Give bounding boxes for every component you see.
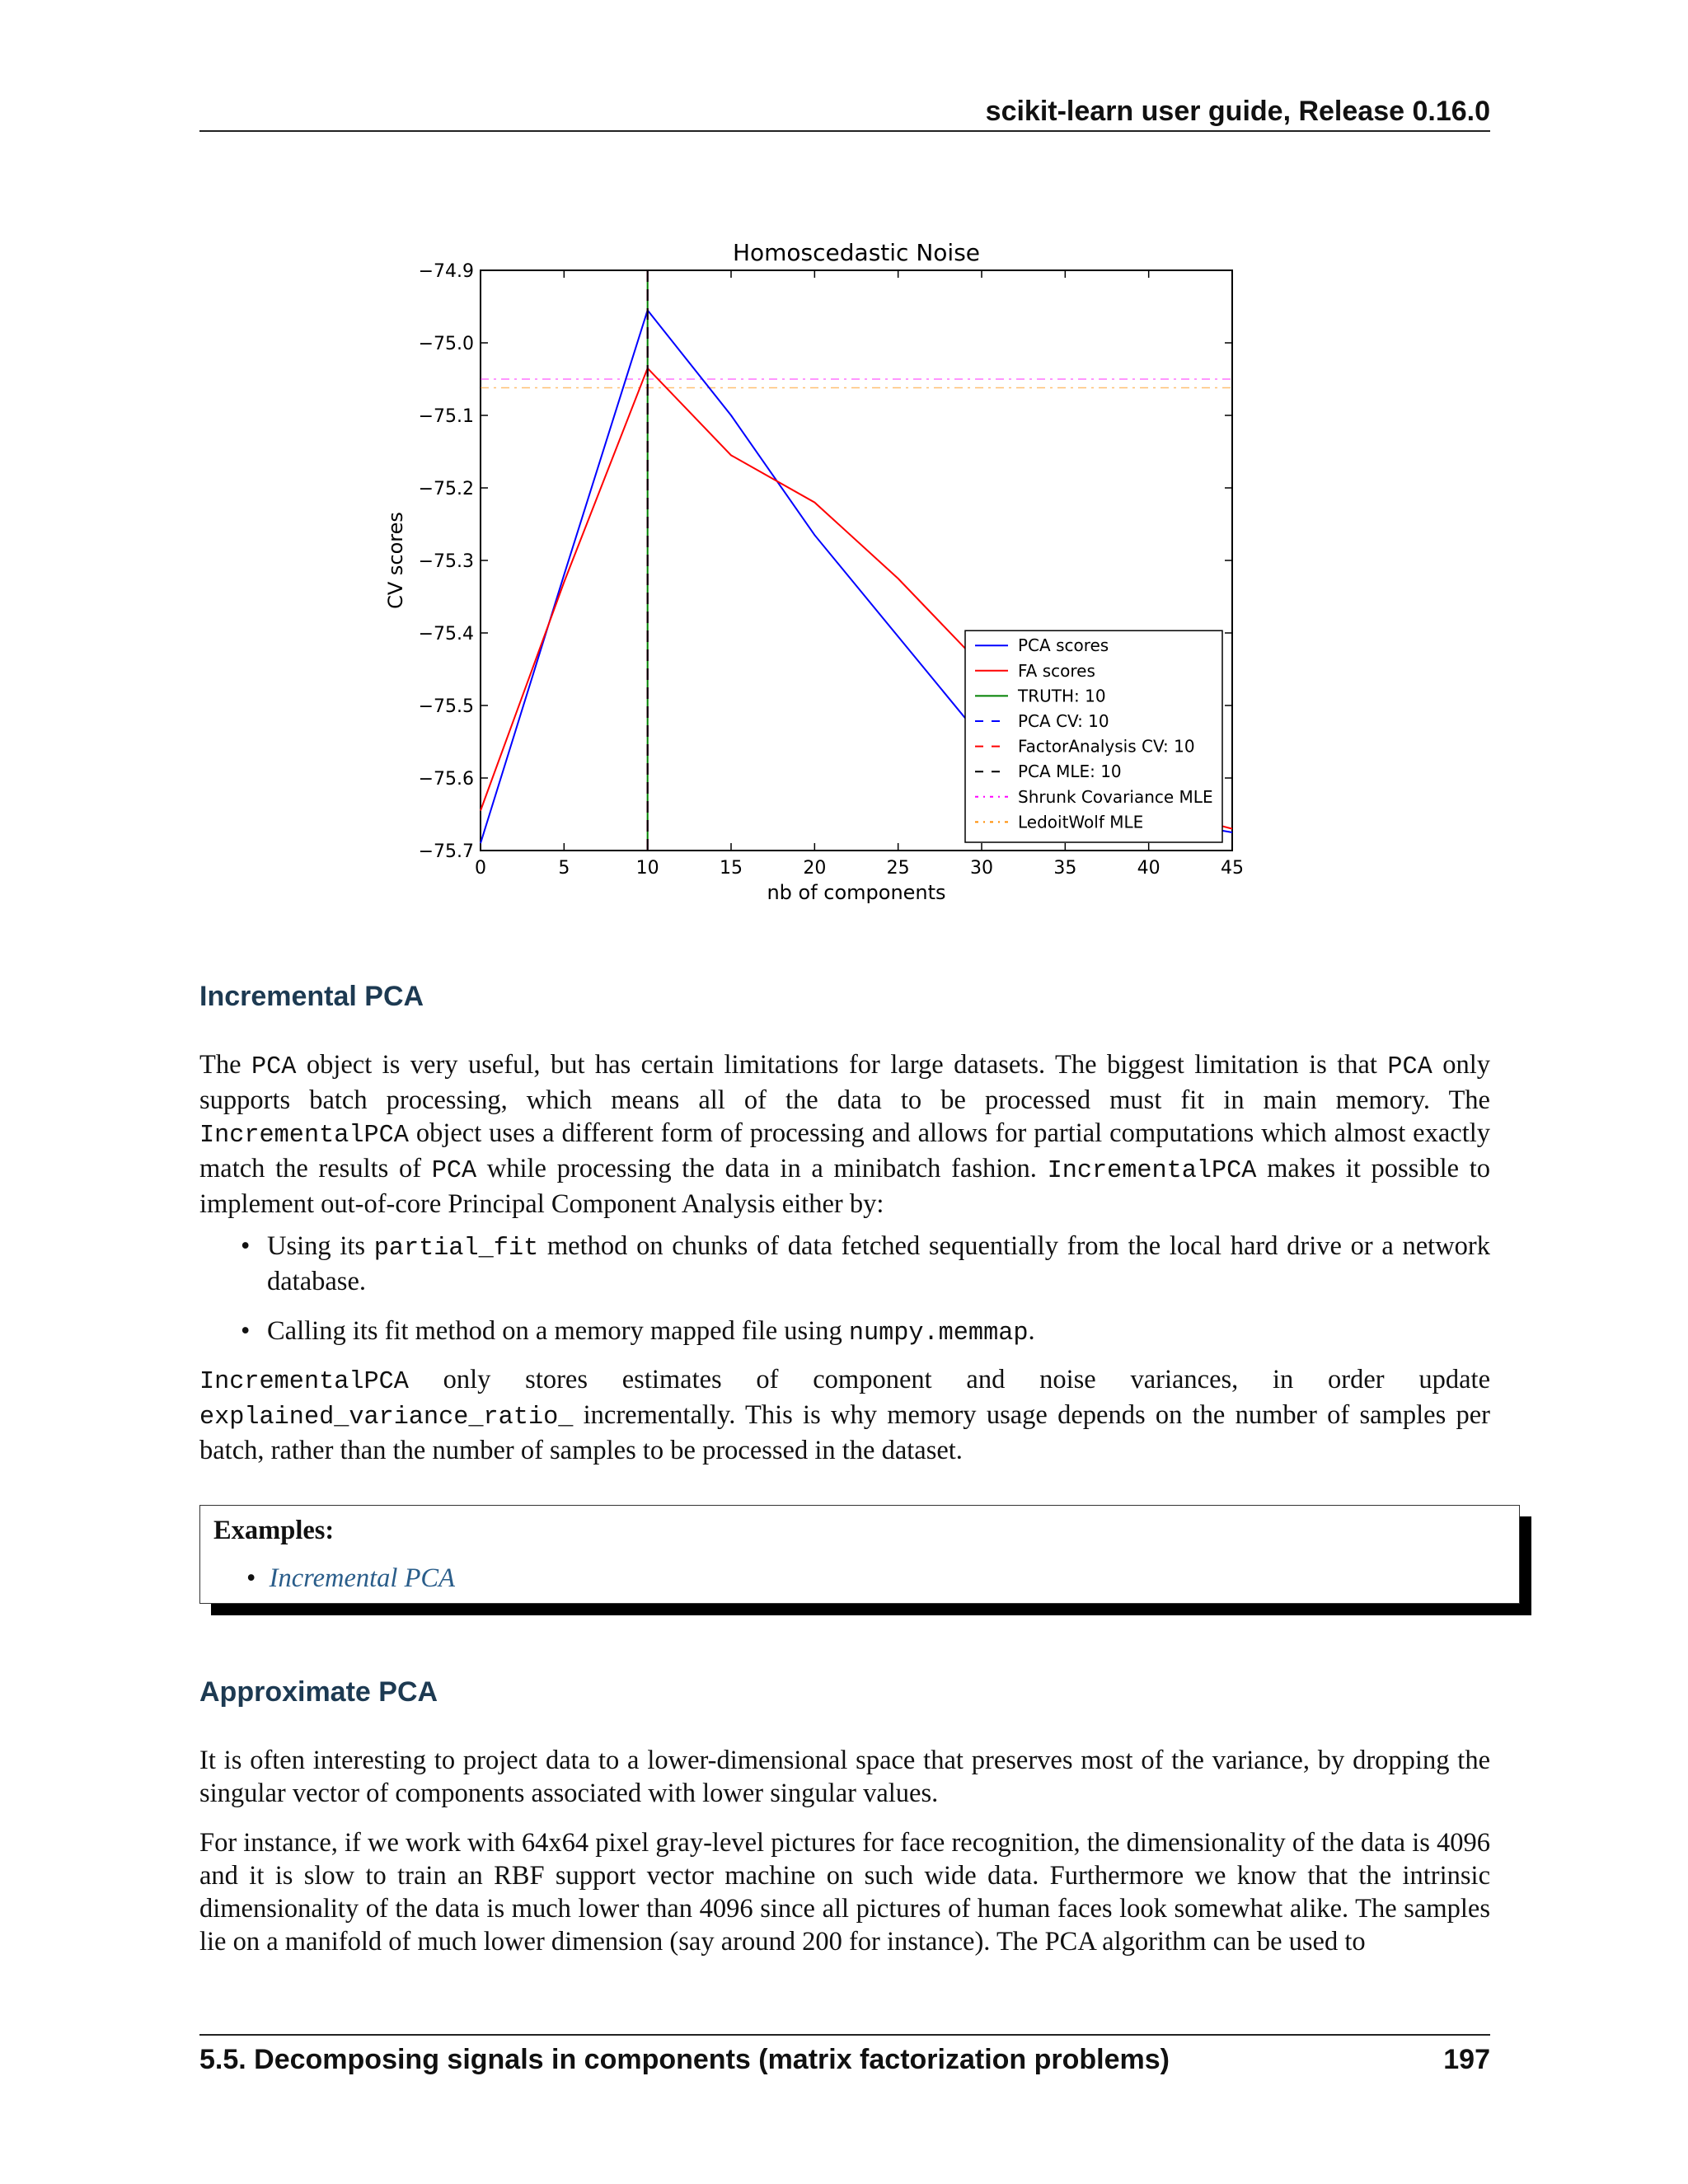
- legend-label: FactorAnalysis CV: 10: [1018, 736, 1195, 757]
- approximate-pca-paragraph-2: For instance, if we work with 64x64 pixel gray-level pictures for face recognition, the dimensionality of the data is 4096 and it is slow to train an RBF support vector machine on such wide data. Furthermore we know that the intrinsic dimensionality of the data is much lower than 4096 since all pictures of human faces look somewhat alike. The samples lie on a manifold of much lower dimension (say around 200 for instance). The PCA algorithm can be used to: [199, 1828, 1490, 1957]
- legend-label: Shrunk Covariance MLE: [1018, 786, 1213, 807]
- page-header: [199, 92, 1490, 132]
- code-incrementalpca: IncrementalPCA: [199, 1368, 409, 1396]
- code-incrementalpca: IncrementalPCA: [199, 1122, 409, 1150]
- incremental-pca-paragraph-2: IncrementalPCA only stores estimates of component and noise variances, in order update explained_variance_ratio_ incrementally. This is why memory usage depends on the number of samples per batch, rather than the number of samples to be processed in the dataset.: [199, 1365, 1490, 1465]
- section-title-incremental-pca: Incremental PCA: [199, 981, 424, 1012]
- page-number: 197: [1443, 2044, 1490, 2075]
- legend-label: TRUTH: 10: [1018, 686, 1106, 706]
- y-tick-label: −75.6: [418, 769, 474, 790]
- y-tick-label: −75.1: [418, 406, 474, 427]
- page-footer: [199, 2034, 1490, 2075]
- x-tick-label: 15: [720, 858, 743, 879]
- code-pca: PCA: [431, 1157, 477, 1185]
- x-tick-label: 35: [1053, 858, 1077, 879]
- running-title: scikit-learn user guide, Release 0.16.0: [985, 96, 1490, 127]
- incremental-pca-example-link[interactable]: Incremental PCA: [269, 1563, 455, 1593]
- legend-label: PCA MLE: 10: [1018, 762, 1122, 782]
- legend-label: FA scores: [1018, 660, 1095, 681]
- legend-label: PCA scores: [1018, 635, 1109, 656]
- y-axis-label: CV scores: [384, 512, 407, 609]
- x-tick-label: 45: [1221, 858, 1244, 879]
- chart-legend: [965, 630, 1222, 842]
- code-explained-variance-ratio: explained_variance_ratio_: [199, 1404, 574, 1432]
- footer-section-title: 5.5. Decomposing signals in components (matrix factorization problems): [199, 2044, 1170, 2075]
- list-item: • Calling its fit method on a memory mapped file using numpy.memmap.: [241, 1316, 1035, 1347]
- y-tick-label: −75.3: [418, 551, 474, 572]
- code-pca: PCA: [251, 1053, 297, 1081]
- y-tick-label: −75.0: [418, 334, 474, 354]
- y-tick-label: −74.9: [418, 261, 474, 282]
- y-tick-label: −75.7: [418, 841, 474, 862]
- approximate-pca-paragraph-1: It is often interesting to project data to a lower-dimensional space that preserves most of the variance, by dropping the singular vector of components associated with lower singular values.: [199, 1746, 1490, 1808]
- x-tick-label: 30: [970, 858, 993, 879]
- code-incrementalpca: IncrementalPCA: [1047, 1157, 1257, 1185]
- list-item: • Incremental PCA: [246, 1563, 455, 1593]
- x-axis-label: nb of components: [767, 881, 946, 904]
- chart-title: Homoscedastic Noise: [732, 239, 981, 266]
- x-tick-label: 5: [558, 858, 570, 879]
- code-numpy-memmap: numpy.memmap: [848, 1319, 1029, 1347]
- x-tick-label: 20: [803, 858, 827, 879]
- x-tick-label: 25: [886, 858, 910, 879]
- x-tick-label: 0: [475, 858, 486, 879]
- list-item: • Using its partial_fit method on chunks of data fetched sequentially from the local hard drive or a network database.: [241, 1231, 1490, 1296]
- examples-title: Examples:: [213, 1516, 335, 1545]
- examples-box: [199, 1505, 1520, 1604]
- x-tick-label: 40: [1137, 858, 1160, 879]
- legend-label: PCA CV: 10: [1018, 711, 1109, 731]
- figure: [371, 231, 1294, 915]
- x-tick-label: 10: [635, 858, 659, 879]
- incremental-pca-bullets: [241, 1230, 1490, 1350]
- section-title-approximate-pca: Approximate PCA: [199, 1676, 438, 1708]
- legend-label: LedoitWolf MLE: [1018, 812, 1144, 832]
- code-pca: PCA: [1387, 1053, 1432, 1081]
- code-partial-fit: partial_fit: [373, 1235, 539, 1263]
- incremental-pca-paragraph-1: The PCA object is very useful, but has certain limitations for large datasets. The biggest limitation is that PCA only supports batch processing, which means all of the data to be processed must fit in main memory. The IncrementalPCA object uses a different form of processing and allows for partial computations which almost exactly match the results of PCA while processing the data in a minibatch fashion. IncrementalPCA makes it possible to implement out-of-core Principal Component Analysis either by:: [199, 1050, 1490, 1219]
- y-tick-label: −75.4: [418, 624, 474, 644]
- y-tick-label: −75.2: [418, 479, 474, 499]
- y-tick-label: −75.5: [418, 696, 474, 717]
- cv-scores-chart: [371, 231, 1294, 915]
